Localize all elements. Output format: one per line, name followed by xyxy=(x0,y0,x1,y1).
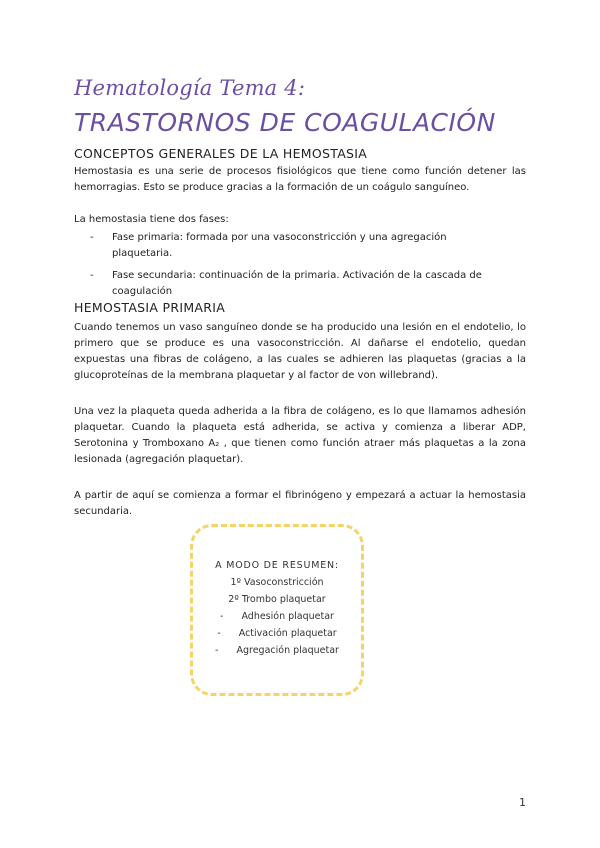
section-heading-general: CONCEPTOS GENERALES DE LA HEMOSTASIA xyxy=(74,146,368,161)
summary-content xyxy=(193,557,361,659)
summary-line-1: 1º Vasoconstricción xyxy=(230,577,324,588)
list-item: - Fase secundaria: continuación de la primaria. Activación de la cascada de coagulación xyxy=(90,270,482,297)
phases-list xyxy=(90,230,502,306)
dash-marker: - xyxy=(90,270,94,281)
summary-title: A MODO DE RESUMEN: xyxy=(215,560,339,571)
dash-marker: - xyxy=(90,232,94,243)
section-heading-primaria: HEMOSTASIA PRIMARIA xyxy=(74,300,226,315)
summary-box xyxy=(190,524,364,696)
paragraph-primaria-1: Cuando tenemos un vaso sanguíneo donde se ha producido una lesión en el endotelio, lo primero que se produce es una vasoconstricción. Al dañarse el endotelio, quedan expuestas una fibras de colágeno, a las cuales se adhieren las plaquetas (gracias a la glucoproteínas de la membrana plaquetar y al factor de von willebrand). xyxy=(74,322,526,381)
summary-sublist xyxy=(193,608,361,659)
phases-intro: La hemostasia tiene dos fases: xyxy=(74,214,229,225)
list-item: - Agregación plaquetar xyxy=(215,645,339,656)
list-item: - Adhesión plaquetar xyxy=(220,611,334,622)
document-subtitle: TRASTORNOS DE COAGULACIÓN xyxy=(74,108,496,137)
list-item: - Fase primaria: formada por una vasoconstricción y una agregación plaquetaria. xyxy=(90,232,447,259)
summary-line-2: 2º Trombo plaquetar xyxy=(228,594,326,605)
paragraph-hemostasia-definition: Hemostasia es una serie de procesos fisiológicos que tiene como función detener las hemorragias. Esto se produce gracias a la formación de un coágulo sanguíneo. xyxy=(74,166,526,193)
page-number: 1 xyxy=(519,796,526,809)
paragraph-primaria-2: Una vez la plaqueta queda adherida a la fibra de colágeno, es lo que llamamos adhesión plaquetar. Cuando la plaqueta está adherida, se activa y comienza a liberar ADP, Serotonina y Tromboxano A₂ , que tienen como función atraer más plaquetas a la zona lesionada (agregación plaquetar). xyxy=(74,406,526,465)
list-item: - Activación plaquetar xyxy=(217,628,337,639)
document-title: Hematología Tema 4: xyxy=(74,76,306,100)
paragraph-primaria-3: A partir de aquí se comienza a formar el fibrinógeno y empezará a actuar la hemostasia secundaria. xyxy=(74,490,526,517)
